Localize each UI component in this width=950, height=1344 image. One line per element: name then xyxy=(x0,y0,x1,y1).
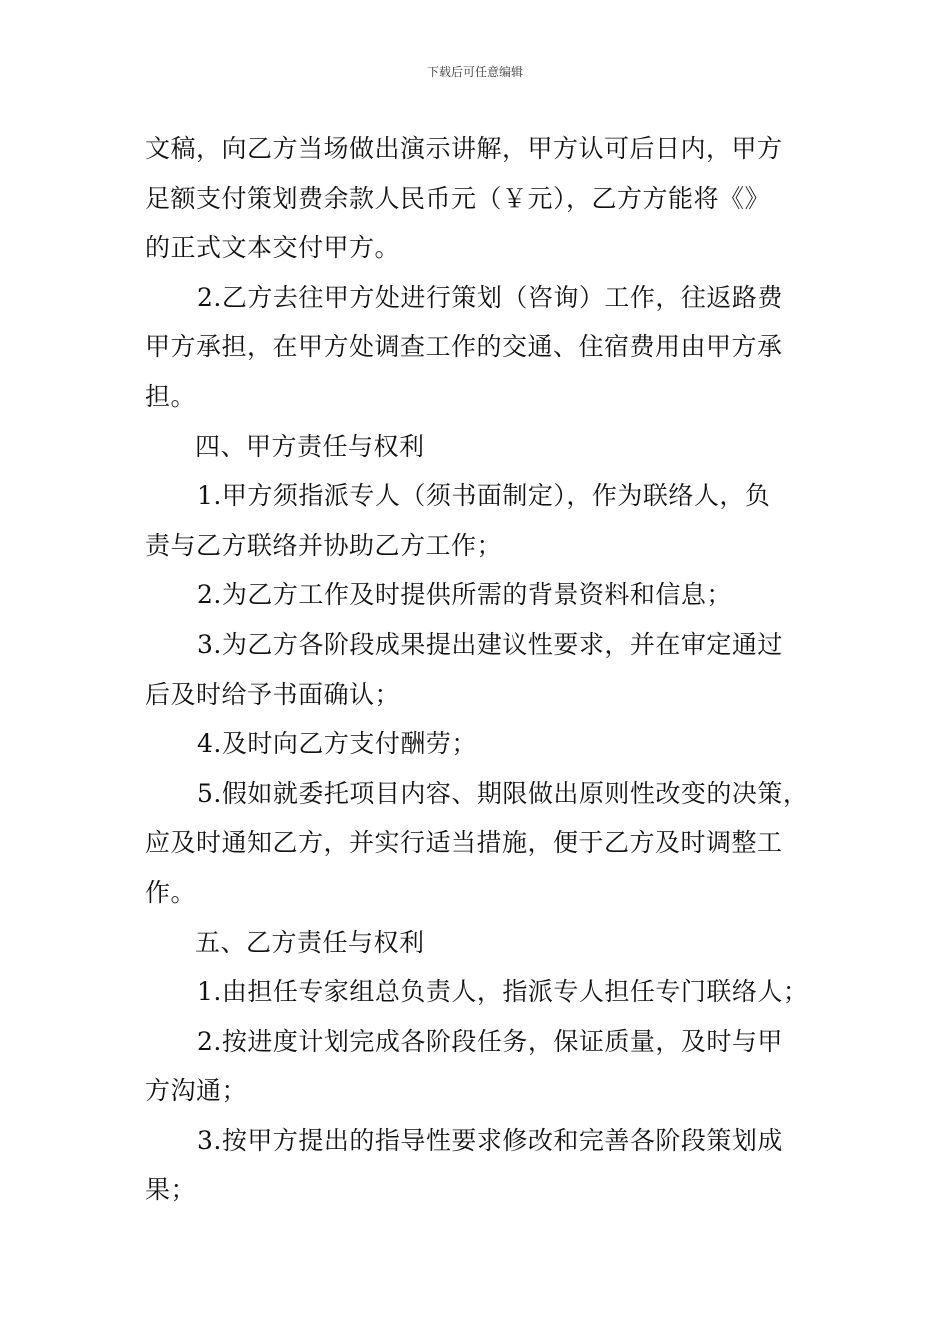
document-body xyxy=(145,124,815,1215)
paragraph-line: 文稿，向乙方当场做出演示讲解，甲方认可后日内，甲方 xyxy=(145,134,783,163)
section-heading: 四、甲方责任与权利 xyxy=(195,431,425,461)
list-item: 3.为乙方各阶段成果提出建议性要求，并在审定通过 xyxy=(197,629,783,659)
list-item: 1.由担任专家组总负责人，指派专人担任专门联络人； xyxy=(197,977,809,1007)
page-header-note: 下载后可任意编辑 xyxy=(426,65,523,79)
list-item-continuation: 责与乙方联络并协助乙方工作； xyxy=(145,530,503,560)
section-heading: 五、乙方责任与权利 xyxy=(195,927,425,957)
list-item-continuation: 方沟通； xyxy=(145,1076,248,1106)
paragraph-line: 2.乙方去往甲方处进行策划（咨询）工作，往返路费 xyxy=(197,282,783,312)
paragraph-line: 的正式文本交付甲方。 xyxy=(145,233,401,263)
list-item: 2.按进度计划完成各阶段任务，保证质量，及时与甲 xyxy=(197,1026,783,1056)
list-item-continuation: 应及时通知乙方，并实行适当措施，便于乙方及时调整工 xyxy=(145,828,783,858)
list-item: 5.假如就委托项目内容、期限做出原则性改变的决策， xyxy=(197,778,809,808)
paragraph-line: 担。 xyxy=(145,381,197,411)
list-item: 2.为乙方工作及时提供所需的背景资料和信息； xyxy=(197,580,732,610)
list-item: 3.按甲方提出的指导性要求修改和完善各阶段策划成 xyxy=(197,1125,783,1155)
paragraph-line: 足额支付策划费余款人民币元（￥元），乙方方能将《》 xyxy=(145,183,771,213)
list-item-continuation: 作。 xyxy=(145,877,197,907)
list-item-continuation: 后及时给予书面确认； xyxy=(145,679,401,709)
list-item-continuation: 果； xyxy=(145,1175,197,1205)
list-item: 1.甲方须指派专人（须书面制定），作为联络人，负 xyxy=(197,481,771,511)
list-item: 4.及时向乙方支付酬劳； xyxy=(197,729,477,759)
paragraph-line: 甲方承担，在甲方处调查工作的交通、住宿费用由甲方承 xyxy=(145,332,783,362)
